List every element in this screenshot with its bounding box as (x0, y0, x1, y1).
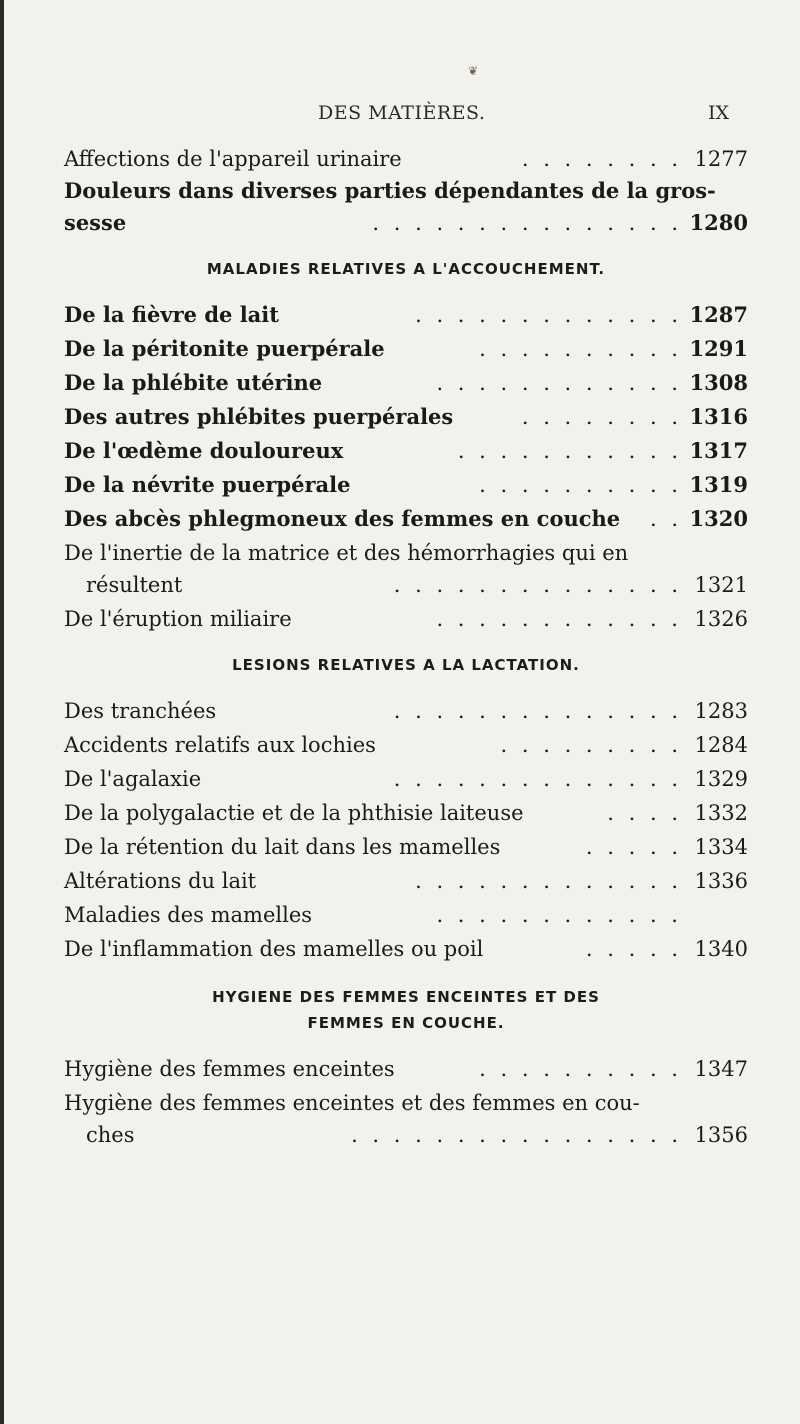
entry-leader: . . . . . . . . . . . (457, 439, 682, 463)
entry-page: 1326 (694, 607, 748, 631)
toc-entry (64, 900, 748, 930)
entry-leader: . . . . . . . . . . . . . . (393, 699, 682, 723)
toc-entry (64, 730, 748, 760)
entry-page: 1308 (689, 370, 748, 395)
entry-leader: . . . . . . . . . . (479, 337, 682, 361)
entry-title: De la rétention du lait dans les mamelles (64, 835, 501, 859)
section-heading: LESIONS RELATIVES A LA LACTATION. (232, 656, 580, 674)
toc-entry (64, 1054, 748, 1084)
toc-entry (64, 208, 748, 238)
entry-page: 1287 (689, 302, 748, 327)
entry-page: 1321 (694, 573, 748, 597)
entry-title: De la polygalactie et de la phthisie laiteuse (64, 801, 524, 825)
entry-page: 1280 (689, 210, 748, 235)
entry-title: Altérations du lait (64, 869, 257, 893)
entry-leader: . . . . . . . . . . . . (436, 903, 682, 927)
entry-leader: . . . . . . . . . . . . . . (393, 573, 682, 597)
entry-leader: . . . . . . . . (521, 405, 682, 429)
toc-entry (64, 538, 748, 568)
entry-title: De la péritonite puerpérale (64, 336, 385, 361)
toc-entry (64, 334, 748, 364)
entry-title: Accidents relatifs aux lochies (64, 733, 376, 757)
entry-title: Des abcès phlegmoneux des femmes en couche (64, 506, 621, 531)
entry-leader: . . . . . . . . . (500, 733, 682, 757)
toc-entry (64, 866, 748, 896)
entry-title: ches (86, 1123, 135, 1147)
entry-title: résultent (86, 573, 183, 597)
entry-title: Des autres phlébites puerpérales (64, 404, 454, 429)
entry-page: 1332 (694, 801, 748, 825)
toc-entry (86, 1120, 748, 1150)
entry-title: Douleurs dans diverses parties dépendantes de la gros- (64, 178, 716, 203)
page-binding-edge (0, 0, 4, 1424)
entry-title: De l'inflammation des mamelles ou poil (64, 937, 484, 961)
entry-leader: . . . . . . . . . . . . . (415, 869, 682, 893)
toc-entry (64, 368, 748, 398)
entry-title: De l'agalaxie (64, 767, 202, 791)
entry-title: Hygiène des femmes enceintes et des femmes en cou- (64, 1091, 640, 1115)
entry-leader: . . . . . . . . . . . . (436, 371, 682, 395)
toc-entry (64, 604, 748, 634)
ornament-glyph: ❦ (468, 64, 479, 78)
entry-leader: . . . . . . . . . . . . . (415, 303, 682, 327)
entry-title: sesse (64, 210, 127, 235)
entry-page: 1291 (689, 336, 748, 361)
toc-entry (86, 570, 748, 600)
entry-page: 1340 (694, 937, 748, 961)
entry-page: 1319 (689, 472, 748, 497)
toc-entry (64, 144, 748, 174)
entry-leader: . . . . . . . . . . . . . . (393, 767, 682, 791)
entry-title: De la phlébite utérine (64, 370, 323, 395)
section-heading-continuation: FEMMES EN COUCHE. (307, 1014, 505, 1032)
entry-page: 1283 (694, 699, 748, 723)
toc-entry (64, 934, 748, 964)
entry-title: Maladies des mamelles (64, 903, 313, 927)
entry-page: 1277 (694, 147, 748, 171)
page-number: IX (708, 102, 730, 124)
entry-leader: . . . . . . . . . . . . (436, 607, 682, 631)
entry-leader: . . . . . . . . . . (479, 473, 682, 497)
toc-entry (64, 1088, 748, 1118)
entry-leader: . . . . . . . . (521, 147, 682, 171)
toc-entry (64, 504, 748, 534)
entry-page: 1356 (694, 1123, 748, 1147)
entry-leader: . . . . (607, 801, 682, 825)
entry-title: De l'inertie de la matrice et des hémorrhagies qui en (64, 541, 629, 565)
section-heading: HYGIENE DES FEMMES ENCEINTES ET DES (212, 988, 600, 1006)
entry-page: 1320 (689, 506, 748, 531)
toc-entry (64, 176, 748, 206)
toc-entry (64, 402, 748, 432)
entry-title: De l'éruption miliaire (64, 607, 292, 631)
running-head: DES MATIÈRES. (318, 102, 486, 124)
entry-leader: . . (649, 507, 682, 531)
entry-page: 1317 (689, 438, 748, 463)
entry-page: 1316 (689, 404, 748, 429)
toc-entry (64, 798, 748, 828)
entry-leader: . . . . . . . . . . . . . . . . (351, 1123, 682, 1147)
entry-leader: . . . . . . . . . . . . . . . (372, 211, 682, 235)
toc-entry (64, 470, 748, 500)
entry-page: 1336 (694, 869, 748, 893)
entry-page: 1284 (694, 733, 748, 757)
entry-leader: . . . . . . . . . . (479, 1057, 682, 1081)
toc-entry (64, 300, 748, 330)
entry-title: De la névrite puerpérale (64, 472, 351, 497)
entry-page: 1329 (694, 767, 748, 791)
toc-entry (64, 696, 748, 726)
entry-leader: . . . . . (585, 937, 682, 961)
entry-title: De l'œdème douloureux (64, 438, 344, 463)
toc-entry (64, 764, 748, 794)
entry-title: De la fièvre de lait (64, 302, 279, 327)
entry-leader: . . . . . (585, 835, 682, 859)
entry-title: Hygiène des femmes enceintes (64, 1057, 395, 1081)
entry-page: 1347 (694, 1057, 748, 1081)
entry-page: 1334 (694, 835, 748, 859)
toc-entry (64, 832, 748, 862)
section-heading: MALADIES RELATIVES A L'ACCOUCHEMENT. (206, 260, 606, 278)
toc-entry (64, 436, 748, 466)
entry-title: Affections de l'appareil urinaire (64, 147, 402, 171)
entry-title: Des tranchées (64, 699, 217, 723)
